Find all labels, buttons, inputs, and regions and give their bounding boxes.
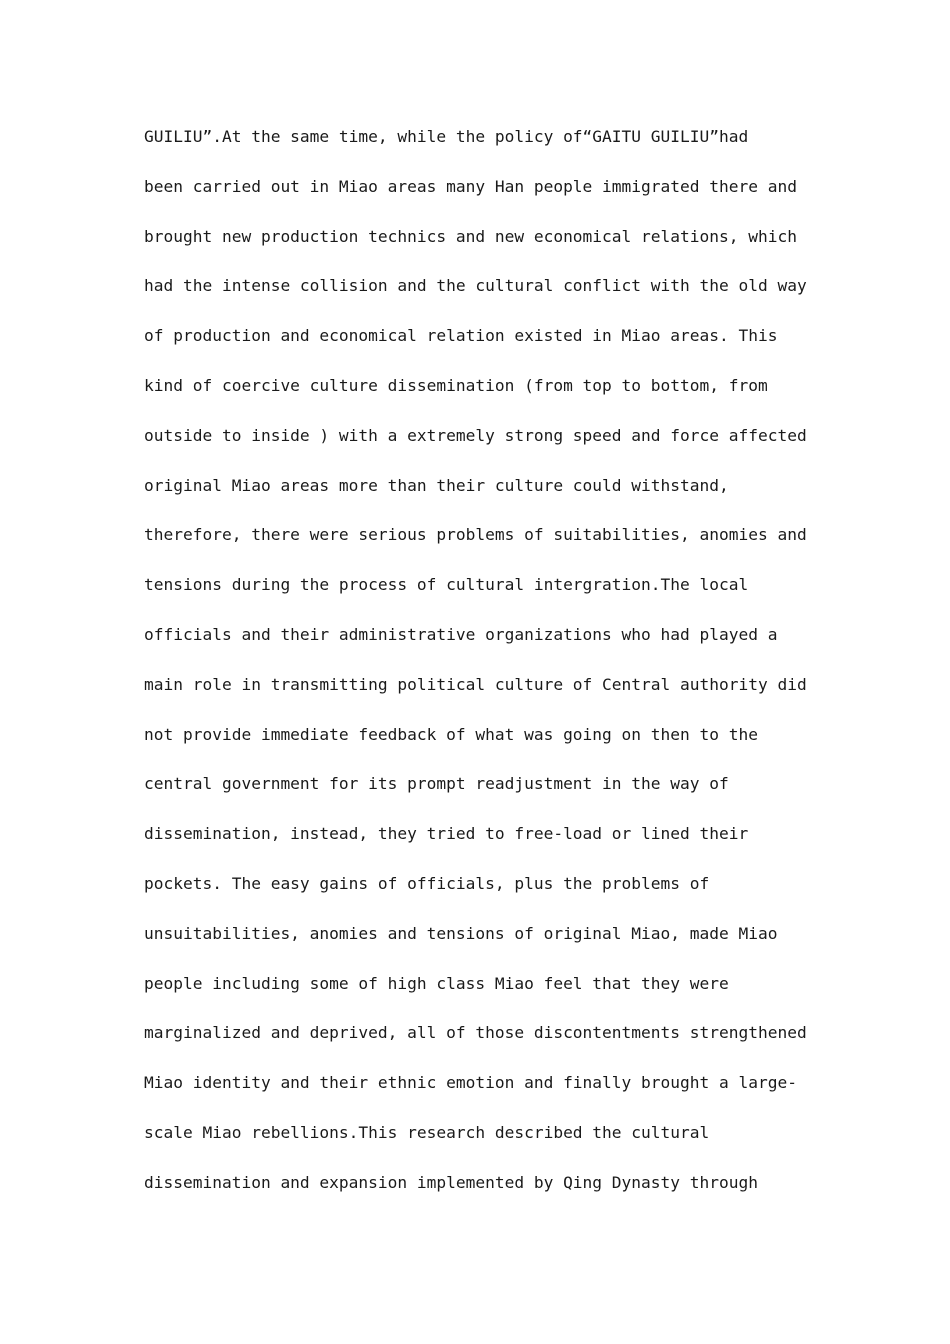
text-line: pockets. The easy gains of officials, plus the problems of: [144, 873, 710, 893]
text-line: had the intense collision and the cultural conflict with the old way: [144, 276, 807, 296]
text-line: therefore, there were serious problems of suitabilities, anomies and: [144, 525, 807, 545]
text-line: brought new production technics and new economical relations, which: [144, 226, 797, 246]
text-line: GUILIU”.At the same time, while the policy of“GAITU GUILIU”had: [144, 127, 749, 146]
text-line: officials and their administrative organizations who had played a: [144, 624, 778, 644]
text-line: dissemination, instead, they tried to free-load or lined their: [144, 824, 749, 844]
text-line: central government for its prompt readjustment in the way of: [144, 774, 729, 794]
text-line: kind of coercive culture dissemination (from top to bottom, from: [144, 375, 768, 395]
text-line: not provide immediate feedback of what was going on then to the: [144, 724, 758, 744]
text-line: people including some of high class Miao feel that they were: [144, 973, 729, 993]
body-paragraph: [144, 121, 824, 1217]
text-line: main role in transmitting political culture of Central authority did: [144, 674, 807, 694]
text-line: of production and economical relation existed in Miao areas. This: [144, 326, 778, 346]
text-line: outside to inside ) with a extremely strong speed and force affected: [144, 425, 807, 445]
text-line: tensions during the process of cultural intergration.The local: [144, 575, 749, 595]
text-line: marginalized and deprived, all of those discontentments strengthened: [144, 1023, 807, 1043]
text-line: dissemination and expansion implemented by Qing Dynasty through: [144, 1172, 758, 1192]
text-line: unsuitabilities, anomies and tensions of original Miao, made Miao: [144, 923, 778, 943]
text-line: been carried out in Miao areas many Han people immigrated there and: [144, 176, 797, 196]
text-line: original Miao areas more than their culture could withstand,: [144, 475, 729, 495]
text-line: scale Miao rebellions.This research described the cultural: [144, 1122, 710, 1142]
text-line: Miao identity and their ethnic emotion and finally brought a large-: [144, 1073, 797, 1093]
